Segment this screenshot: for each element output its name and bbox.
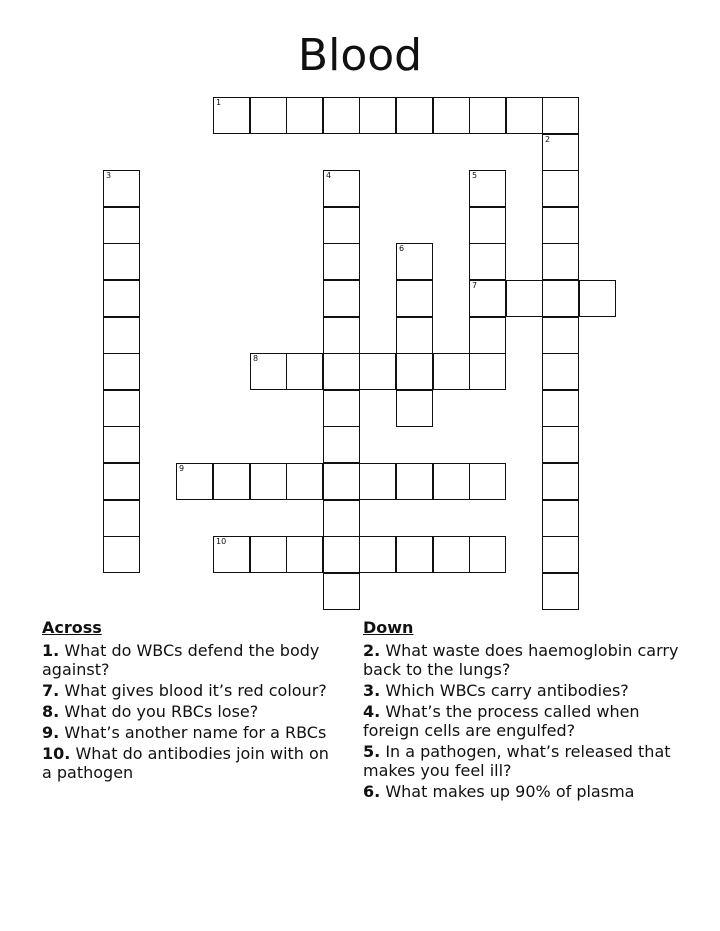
grid-cell[interactable] bbox=[103, 426, 140, 463]
clue-number: 10. bbox=[42, 744, 71, 763]
grid-cell[interactable] bbox=[396, 280, 433, 317]
clue-number: 4. bbox=[363, 702, 381, 721]
clue-number-label: 10 bbox=[216, 537, 227, 546]
grid-cell[interactable] bbox=[396, 317, 433, 354]
grid-cell[interactable] bbox=[469, 243, 506, 280]
grid-cell[interactable] bbox=[542, 317, 579, 354]
grid-cell[interactable] bbox=[103, 207, 140, 244]
grid-cell[interactable] bbox=[323, 207, 360, 244]
grid-cell[interactable] bbox=[323, 97, 360, 134]
grid-cell[interactable] bbox=[542, 280, 579, 317]
grid-cell[interactable] bbox=[213, 97, 250, 134]
grid-cell[interactable] bbox=[286, 463, 323, 500]
grid-cell[interactable] bbox=[323, 243, 360, 280]
grid-cell[interactable] bbox=[323, 170, 360, 207]
clue-text: Which WBCs carry antibodies? bbox=[385, 681, 629, 700]
grid-cell[interactable] bbox=[433, 536, 470, 573]
down-clues bbox=[363, 618, 683, 803]
clue-text: In a pathogen, what’s released that makes you feel ill? bbox=[363, 742, 671, 780]
grid-cell[interactable] bbox=[542, 536, 579, 573]
grid-cell[interactable] bbox=[542, 390, 579, 427]
clue-number: 3. bbox=[363, 681, 381, 700]
grid-cell[interactable] bbox=[323, 426, 360, 463]
clue-across-8 bbox=[42, 702, 342, 721]
grid-cell[interactable] bbox=[396, 353, 433, 390]
grid-cell[interactable] bbox=[323, 573, 360, 610]
grid-cell[interactable] bbox=[359, 97, 396, 134]
grid-cell[interactable] bbox=[323, 463, 360, 500]
grid-cell[interactable] bbox=[103, 243, 140, 280]
grid-cell[interactable] bbox=[433, 97, 470, 134]
clue-down-4 bbox=[363, 702, 683, 740]
clue-down-5 bbox=[363, 742, 683, 780]
grid-cell[interactable] bbox=[213, 463, 250, 500]
grid-cell[interactable] bbox=[323, 390, 360, 427]
grid-cell[interactable] bbox=[323, 317, 360, 354]
grid-cell[interactable] bbox=[433, 353, 470, 390]
clue-text: What do antibodies join with on a pathogen bbox=[42, 744, 329, 782]
grid-cell[interactable] bbox=[250, 536, 287, 573]
clue-number: 6. bbox=[363, 782, 381, 801]
grid-cell[interactable] bbox=[542, 97, 579, 134]
grid-cell[interactable] bbox=[103, 353, 140, 390]
clue-number-label: 1 bbox=[216, 98, 222, 107]
grid-cell[interactable] bbox=[542, 170, 579, 207]
clue-text: What do WBCs defend the body against? bbox=[42, 641, 320, 679]
grid-cell[interactable] bbox=[176, 463, 213, 500]
clue-number: 5. bbox=[363, 742, 381, 761]
grid-cell[interactable] bbox=[542, 426, 579, 463]
clue-number: 1. bbox=[42, 641, 60, 660]
clue-text: What gives blood it’s red colour? bbox=[64, 681, 327, 700]
clue-text: What do you RBCs lose? bbox=[64, 702, 259, 721]
grid-cell[interactable] bbox=[542, 463, 579, 500]
grid-cell[interactable] bbox=[542, 573, 579, 610]
clue-number-label: 7 bbox=[472, 281, 478, 290]
grid-cell[interactable] bbox=[469, 463, 506, 500]
grid-cell[interactable] bbox=[103, 463, 140, 500]
grid-cell[interactable] bbox=[396, 536, 433, 573]
clue-text: What makes up 90% of plasma bbox=[385, 782, 635, 801]
clue-number-label: 5 bbox=[472, 171, 478, 180]
grid-cell[interactable] bbox=[506, 97, 543, 134]
grid-cell[interactable] bbox=[286, 97, 323, 134]
clue-number: 8. bbox=[42, 702, 60, 721]
clue-number-label: 9 bbox=[179, 464, 185, 473]
clue-number-label: 6 bbox=[399, 244, 405, 253]
grid-cell[interactable] bbox=[103, 390, 140, 427]
clue-number: 7. bbox=[42, 681, 60, 700]
clue-text: What’s another name for a RBCs bbox=[64, 723, 327, 742]
grid-cell[interactable] bbox=[359, 536, 396, 573]
clue-number-label: 4 bbox=[326, 171, 332, 180]
grid-cell[interactable] bbox=[469, 317, 506, 354]
grid-cell[interactable] bbox=[396, 97, 433, 134]
clue-across-10 bbox=[42, 744, 342, 782]
grid-cell[interactable] bbox=[359, 463, 396, 500]
grid-cell[interactable] bbox=[396, 243, 433, 280]
clue-across-7 bbox=[42, 681, 342, 700]
grid-cell[interactable] bbox=[469, 536, 506, 573]
grid-cell[interactable] bbox=[323, 500, 360, 537]
grid-cell[interactable] bbox=[103, 317, 140, 354]
grid-cell[interactable] bbox=[323, 280, 360, 317]
grid-cell[interactable] bbox=[250, 97, 287, 134]
grid-cell[interactable] bbox=[469, 207, 506, 244]
grid-cell[interactable] bbox=[103, 280, 140, 317]
grid-cell[interactable] bbox=[579, 280, 616, 317]
clue-number-label: 2 bbox=[545, 135, 551, 144]
grid-cell[interactable] bbox=[542, 500, 579, 537]
clue-down-3 bbox=[363, 681, 683, 700]
clue-number: 2. bbox=[363, 641, 381, 660]
grid-cell[interactable] bbox=[359, 353, 396, 390]
clue-text: What’s the process called when foreign cells are engulfed? bbox=[363, 702, 640, 740]
clue-across-1 bbox=[42, 641, 342, 679]
grid-cell[interactable] bbox=[323, 353, 360, 390]
across-heading: Across bbox=[42, 618, 102, 637]
clue-down-6 bbox=[363, 782, 683, 801]
grid-cell[interactable] bbox=[213, 536, 250, 573]
grid-cell[interactable] bbox=[396, 390, 433, 427]
grid-cell[interactable] bbox=[323, 536, 360, 573]
grid-cell[interactable] bbox=[286, 536, 323, 573]
clue-down-2 bbox=[363, 641, 683, 679]
clue-number: 9. bbox=[42, 723, 60, 742]
puzzle-title: Blood bbox=[297, 30, 423, 81]
grid-cell[interactable] bbox=[542, 243, 579, 280]
grid-cell[interactable] bbox=[469, 97, 506, 134]
grid-cell[interactable] bbox=[469, 353, 506, 390]
grid-cell[interactable] bbox=[250, 353, 287, 390]
grid-cell[interactable] bbox=[103, 170, 140, 207]
grid-cell[interactable] bbox=[506, 280, 543, 317]
grid-cell[interactable] bbox=[469, 170, 506, 207]
clue-number-label: 3 bbox=[106, 171, 112, 180]
grid-cell[interactable] bbox=[103, 536, 140, 573]
clue-number-label: 8 bbox=[253, 354, 259, 363]
clue-text: What waste does haemoglobin carry back to the lungs? bbox=[363, 641, 679, 679]
clue-across-9 bbox=[42, 723, 342, 742]
grid-cell[interactable] bbox=[542, 207, 579, 244]
grid-cell[interactable] bbox=[286, 353, 323, 390]
across-clues bbox=[42, 618, 342, 784]
grid-cell[interactable] bbox=[542, 134, 579, 171]
grid-cell[interactable] bbox=[469, 280, 506, 317]
grid-cell[interactable] bbox=[250, 463, 287, 500]
grid-cell[interactable] bbox=[103, 500, 140, 537]
grid-cell[interactable] bbox=[433, 463, 470, 500]
down-heading: Down bbox=[363, 618, 414, 637]
grid-cell[interactable] bbox=[542, 353, 579, 390]
grid-cell[interactable] bbox=[396, 463, 433, 500]
